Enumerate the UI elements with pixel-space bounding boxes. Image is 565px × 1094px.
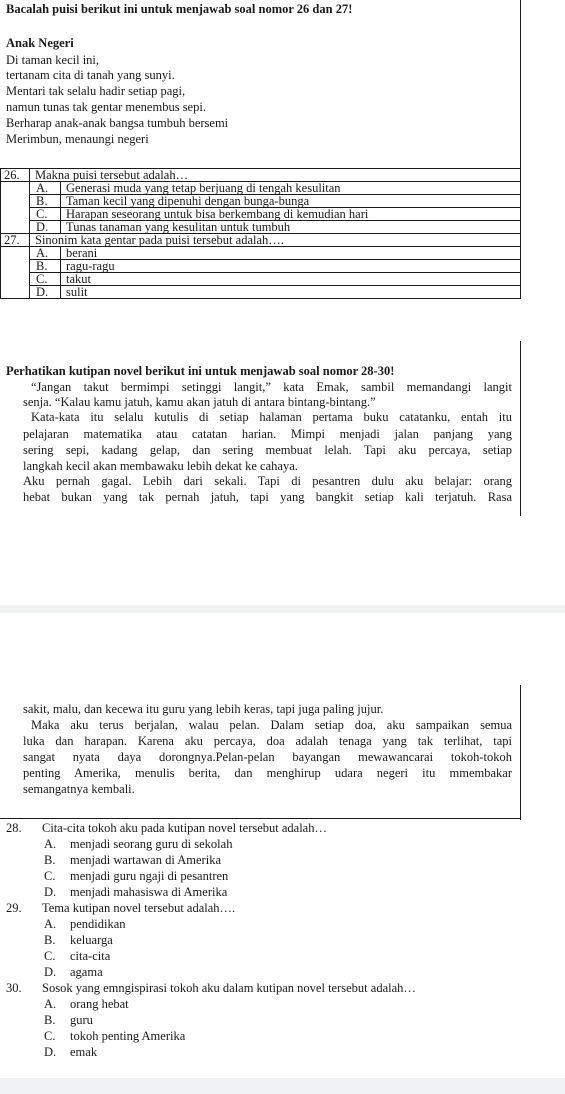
poem-title: Anak Negeri (6, 36, 74, 50)
option-letter[interactable]: D. (44, 1045, 57, 1059)
poem-line: Merimbun, menaungi negeri (6, 132, 149, 146)
option-text[interactable]: emak (70, 1045, 98, 1059)
right-border (520, 685, 521, 820)
option-letter: D. (30, 286, 61, 299)
right-border (520, 0, 521, 168)
option-letter[interactable]: A. (44, 917, 57, 931)
paragraph-line: luka dan harapan. Karena aku percaya, doa adalah tenaga yang tak terlihat, tapi (23, 735, 512, 748)
section-divider (0, 818, 521, 819)
paragraph-line: sakit, malu, dan kecewa itu guru yang lebih keras, tapi juga paling jujur. (23, 702, 384, 716)
option-letter[interactable]: D. (44, 965, 57, 979)
option-row[interactable] (1, 247, 521, 260)
option-letter: A. (30, 247, 61, 260)
option-text[interactable]: menjadi guru ngaji di pesantren (70, 869, 229, 883)
option-letter[interactable]: D. (44, 885, 57, 899)
option-text[interactable]: agama (70, 965, 103, 979)
option-text: sulit (61, 286, 521, 299)
option-letter[interactable]: B. (44, 853, 56, 867)
poem-line: Mentari tak selalu hadir setiap pagi, (6, 84, 186, 98)
option-row[interactable] (1, 260, 521, 273)
paragraph-line: “Jangan takut bermimpi setinggi langit,” kata Emak, sambil memandangi langit (31, 381, 512, 394)
novel-instruction: Perhatikan kutipan novel berikut ini untuk menjawab soal nomor 28-30! (6, 364, 395, 378)
paragraph-line: senja. “Kalau kamu jatuh, kamu akan jatuh di antara bintang-bintang.” (23, 395, 376, 409)
question-number: 30. (6, 981, 22, 995)
option-row[interactable] (1, 182, 521, 195)
poem-line: tertanam cita di tanah yang sunyi. (6, 68, 175, 82)
paragraph-line: Kata-kata itu selalu kutulis di setiap halaman pertama buku catatanku, entah itu (31, 411, 512, 424)
option-text: Generasi muda yang tetap berjuang di tengah kesulitan (61, 182, 521, 195)
option-text: Harapan seseorang untuk bisa berkembang di kemudian hari (61, 208, 521, 221)
option-text: Taman kecil yang dipenuhi dengan bunga-bunga (61, 195, 521, 208)
option-letter[interactable]: C. (44, 869, 56, 883)
option-text[interactable]: orang hebat (70, 997, 129, 1011)
page-break (0, 605, 565, 613)
right-border (520, 341, 521, 516)
option-row[interactable] (1, 195, 521, 208)
option-row[interactable] (1, 273, 521, 286)
option-row[interactable] (1, 208, 521, 221)
paragraph-line: Maka aku terus berjalan, walau pelan. Dalam setiap doa, aku sampaikan semua (31, 719, 512, 732)
paragraph-line: penting Amerika, menulis berita, dan menghirup udara negeri itu mmembakar (23, 767, 512, 780)
paragraph-line: pelajaran matematika atau catatan harian. Mimpi menjadi jalan panjang yang (23, 428, 512, 441)
question-text: Makna puisi tersebut adalah… (30, 169, 521, 182)
option-row[interactable] (1, 286, 521, 299)
question-row-27 (1, 234, 521, 247)
option-letter[interactable]: C. (44, 949, 56, 963)
option-letter[interactable]: A. (44, 837, 57, 851)
paragraph-line: sering sepi, kadang gelap, dan sering membuat lelah. Tapi aku percaya, setiap (23, 444, 512, 457)
option-text[interactable]: guru (70, 1013, 93, 1027)
option-row[interactable] (1, 221, 521, 234)
question-number: 29. (6, 901, 22, 915)
question-table-26-27 (0, 168, 521, 299)
paragraph-line: hebat bukan yang tak pernah jatuh, tapi yang bangkit setiap kali terjatuh. Rasa (23, 491, 512, 504)
question-text: Sinonim kata gentar pada puisi tersebut adalah…. (30, 234, 521, 247)
question-number: 27. (1, 234, 30, 247)
option-letter: B. (30, 195, 61, 208)
option-text[interactable]: menjadi mahasiswa di Amerika (70, 885, 228, 899)
option-text: Tunas tanaman yang kesulitan untuk tumbuh (61, 221, 521, 234)
option-text[interactable]: cita-cita (70, 949, 111, 963)
question-row-26 (1, 169, 521, 182)
question-text: Sosok yang emngispirasi tokoh aku dalam kutipan novel tersebut adalah… (42, 981, 416, 995)
option-letter[interactable]: B. (44, 1013, 56, 1027)
option-letter[interactable]: A. (44, 997, 57, 1011)
option-text[interactable]: menjadi wartawan di Amerika (70, 853, 221, 867)
paragraph-line: semangatnya kembali. (23, 782, 135, 796)
option-letter[interactable]: B. (44, 933, 56, 947)
option-letter[interactable]: C. (44, 1029, 56, 1043)
option-text: ragu-ragu (61, 260, 521, 273)
option-text[interactable]: keluarga (70, 933, 113, 947)
option-letter: A. (30, 182, 61, 195)
poem-line: namun tunas tak gentar menembus sepi. (6, 100, 206, 114)
question-number: 26. (1, 169, 30, 182)
question-number: 28. (6, 821, 22, 835)
page-bottom-band (0, 1078, 565, 1094)
option-letter: C. (30, 273, 61, 286)
paragraph-line: Aku pernah gagal. Lebih dari sekali. Tapi di pesantren dulu aku belajar: orang (23, 475, 512, 488)
option-text: takut (61, 273, 521, 286)
question-text: Tema kutipan novel tersebut adalah…. (42, 901, 236, 915)
option-text: berani (61, 247, 521, 260)
paragraph-line: sangat nyata daya dorongnya.Pelan-pelan bayangan mewawancarai tokoh-tokoh (23, 751, 512, 764)
question-text: Cita-cita tokoh aku pada kutipan novel tersebut adalah… (42, 821, 327, 835)
poem-line: Berharap anak-anak bangsa tumbuh bersemi (6, 116, 229, 130)
paragraph-line: langkah kecil akan membawaku lebih dekat ke cahaya. (23, 459, 298, 473)
option-letter: C. (30, 208, 61, 221)
option-letter: B. (30, 260, 61, 273)
option-text[interactable]: menjadi seorang guru di sekolah (70, 837, 233, 851)
poem-line: Di taman kecil ini, (6, 53, 100, 67)
option-text[interactable]: pendidikan (70, 917, 126, 931)
poem-instruction: Bacalah puisi berikut ini untuk menjawab soal nomor 26 dan 27! (6, 2, 353, 16)
option-text[interactable]: tokoh penting Amerika (70, 1029, 186, 1043)
option-letter: D. (30, 221, 61, 234)
